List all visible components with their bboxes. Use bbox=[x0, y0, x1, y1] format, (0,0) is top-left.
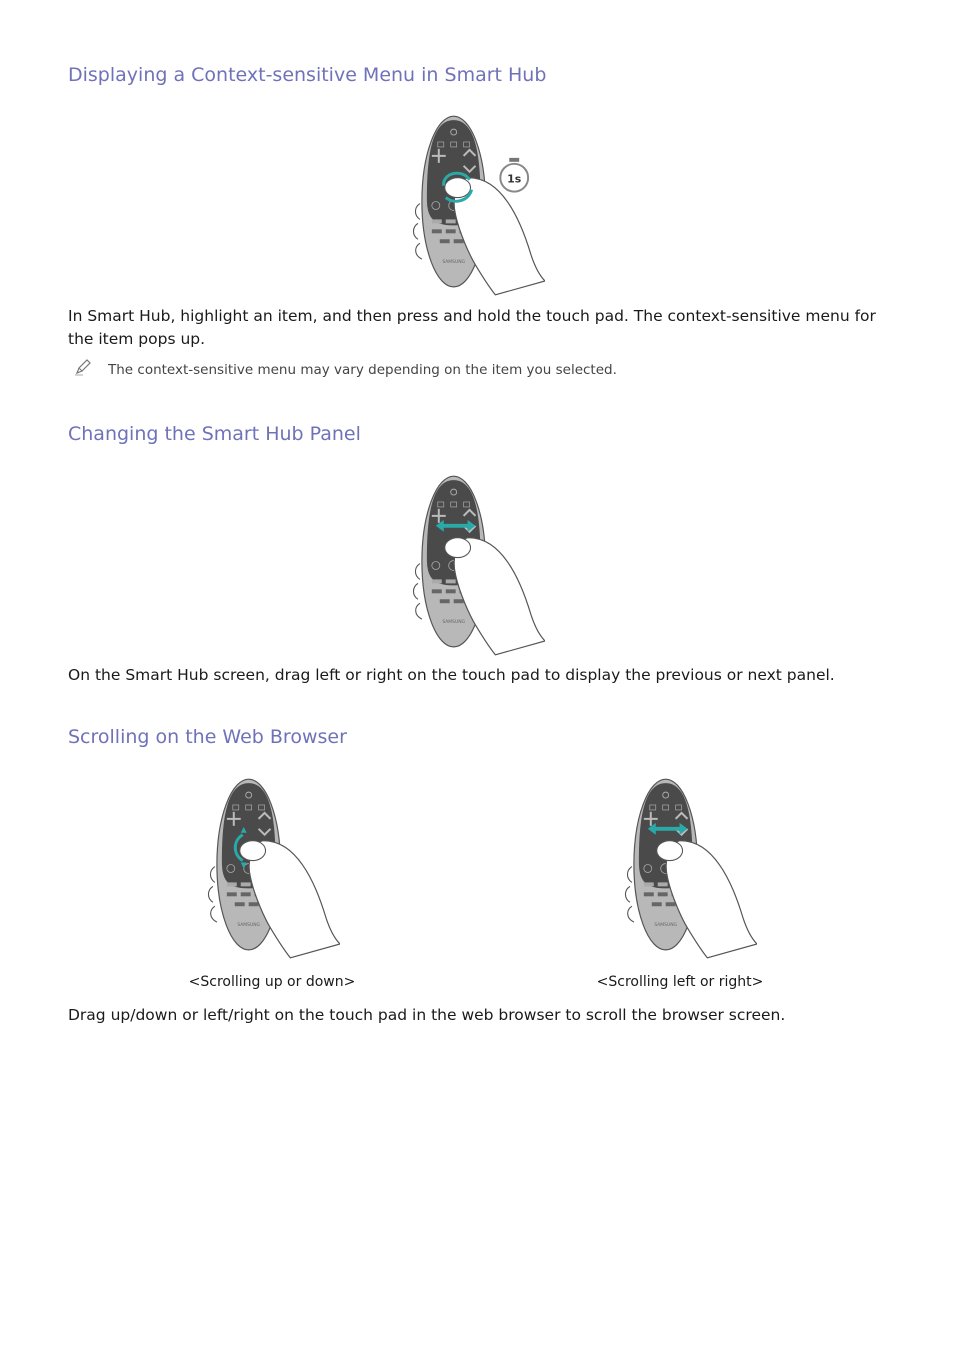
remote-scroll-left-right-illustration bbox=[622, 777, 757, 962]
remote-scroll-up-down-illustration bbox=[205, 777, 340, 962]
note-pencil-icon bbox=[74, 358, 92, 376]
section-heading-smart-hub-panel: Changing the Smart Hub Panel bbox=[68, 423, 361, 445]
timer-icon bbox=[500, 158, 528, 192]
context-menu-note: The context-sensitive menu may vary depending on the item you selected. bbox=[108, 362, 617, 378]
caption-scroll-left-right: <Scrolling left or right> bbox=[596, 974, 764, 990]
timer-label: 1s bbox=[507, 172, 522, 186]
section-heading-web-browser: Scrolling on the Web Browser bbox=[68, 726, 347, 748]
section-heading-context-menu: Displaying a Context-sensitive Menu in Smart Hub bbox=[68, 64, 547, 86]
caption-scroll-up-down: <Scrolling up or down> bbox=[188, 974, 356, 990]
remote-press-hold-illustration bbox=[410, 114, 545, 299]
context-menu-description: In Smart Hub, highlight an item, and then press and hold the touch pad. The context-sensitive menu for the item pops up. bbox=[68, 307, 876, 348]
remote-drag-left-right-illustration bbox=[410, 474, 545, 659]
panel-description: On the Smart Hub screen, drag left or right on the touch pad to display the previous or next panel. bbox=[68, 666, 835, 684]
web-browser-description: Drag up/down or left/right on the touch pad in the web browser to scroll the browser screen. bbox=[68, 1006, 786, 1024]
